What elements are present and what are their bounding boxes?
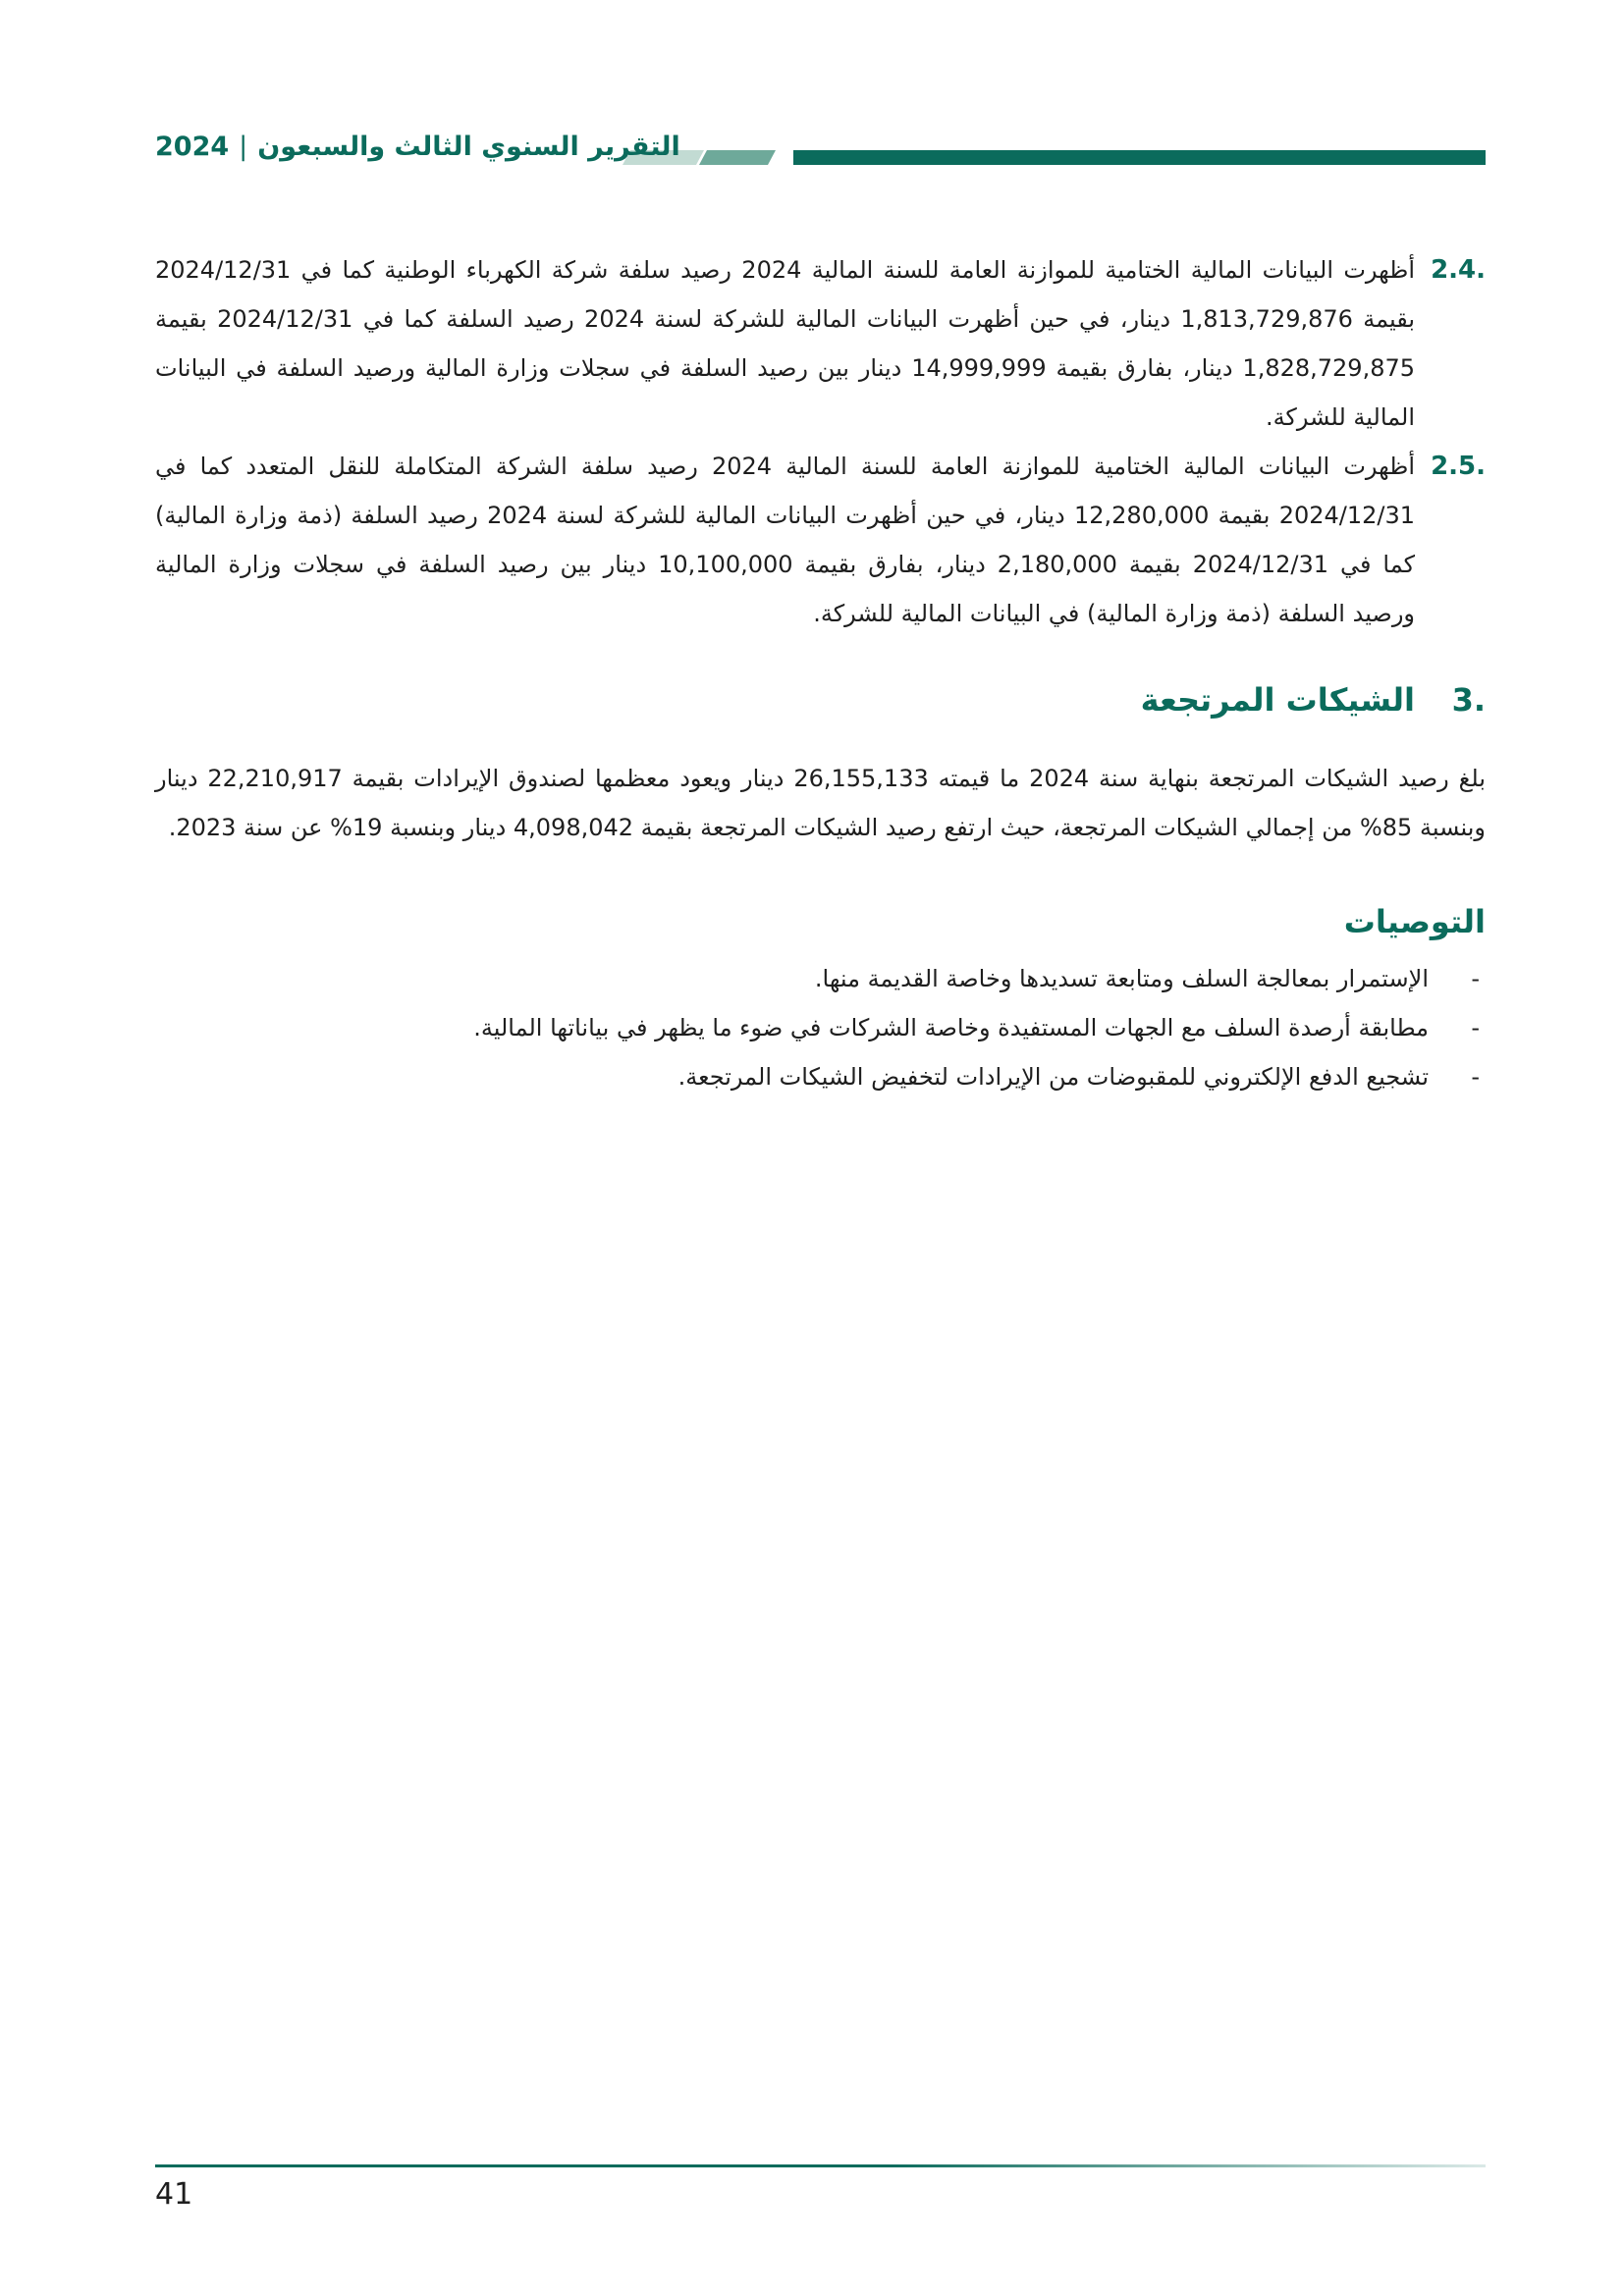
page-content [155, 245, 1486, 1101]
numbered-item [155, 442, 1486, 638]
numbered-item [155, 245, 1486, 442]
bullet-dash: - [1471, 1063, 1480, 1091]
page-number: 41 [155, 2177, 193, 2212]
section-title: الشيكات المرتجعة [1140, 681, 1415, 719]
report-title-text: التقرير السنوي الثالث والسبعون [257, 132, 680, 162]
footer-divider [155, 2164, 1486, 2167]
header-accent-bar-mid [699, 150, 776, 165]
list-item [155, 1003, 1486, 1052]
section-heading [155, 675, 1486, 724]
section-paragraph: بلغ رصيد الشيكات المرتجعة بنهاية سنة 2024 ما قيمته 26,155,133 دينار ويعود معظمها لصندوق الإيرادات بقيمة 22,210,917 دينار وبنسبة 85% من إجمالي الشيكات المرتجعة، حيث ارتفع رصيد الشيكات المرتجعة بقيمة 4,098,042 دينار وبنسبة 19% عن سنة 2023. [155, 765, 1486, 841]
recommendation-text: مطابقة أرصدة السلف مع الجهات المستفيدة وخاصة الشركات في ضوء ما يظهر في بياناتها المالية. [473, 1014, 1429, 1041]
recommendations-list [155, 954, 1486, 1101]
recommendations-heading: التوصيات [1343, 903, 1486, 940]
list-item [155, 1052, 1486, 1101]
header-accent-bar [793, 150, 1486, 165]
item-number: 2.5. [1431, 452, 1486, 481]
bullet-dash: - [1471, 1014, 1480, 1041]
list-item [155, 954, 1486, 1003]
section-number: 3. [1451, 681, 1486, 719]
title-separator: | [239, 132, 248, 162]
recommendation-text: الإستمرار بمعالجة السلف ومتابعة تسديدها وخاصة القديمة منها. [814, 965, 1429, 992]
report-year: 2024 [155, 132, 230, 162]
report-title [155, 132, 680, 162]
page-header [155, 130, 1486, 179]
item-number: 2.4. [1431, 255, 1486, 285]
item-text: أظهرت البيانات المالية الختامية للموازنة العامة للسنة المالية 2024 رصيد سلفة شركة الكهرباء الوطنية كما في 2024/12/31 بقيمة 1,813,729,876 دينار، في حين أظهرت البيانات المالية للشركة لسنة 2024 رصيد السلفة كما في 2024/12/31 بقيمة 1,828,729,875 دينار، بفارق بقيمة 14,999,999 دينار بين رصيد السلفة في سجلات وزارة المالية ورصيد السلفة في البيانات المالية للشركة. [155, 256, 1416, 431]
recommendation-text: تشجيع الدفع الإلكتروني للمقبوضات من الإيرادات لتخفيض الشيكات المرتجعة. [677, 1063, 1429, 1091]
item-text: أظهرت البيانات المالية الختامية للموازنة العامة للسنة المالية 2024 رصيد سلفة الشركة المتكاملة للنقل المتعدد كما في 2024/12/31 بقيمة 12,280,000 دينار، في حين أظهرت البيانات المالية للشركة لسنة 2024 رصيد السلفة (ذمة وزارة المالية) كما في 2024/12/31 بقيمة 2,180,000 دينار، بفارق بقيمة 10,100,000 دينار بين رصيد السلفة في سجلات وزارة المالية ورصيد السلفة (ذمة وزارة المالية) في البيانات المالية للشركة. [155, 453, 1416, 627]
bullet-dash: - [1471, 965, 1480, 992]
